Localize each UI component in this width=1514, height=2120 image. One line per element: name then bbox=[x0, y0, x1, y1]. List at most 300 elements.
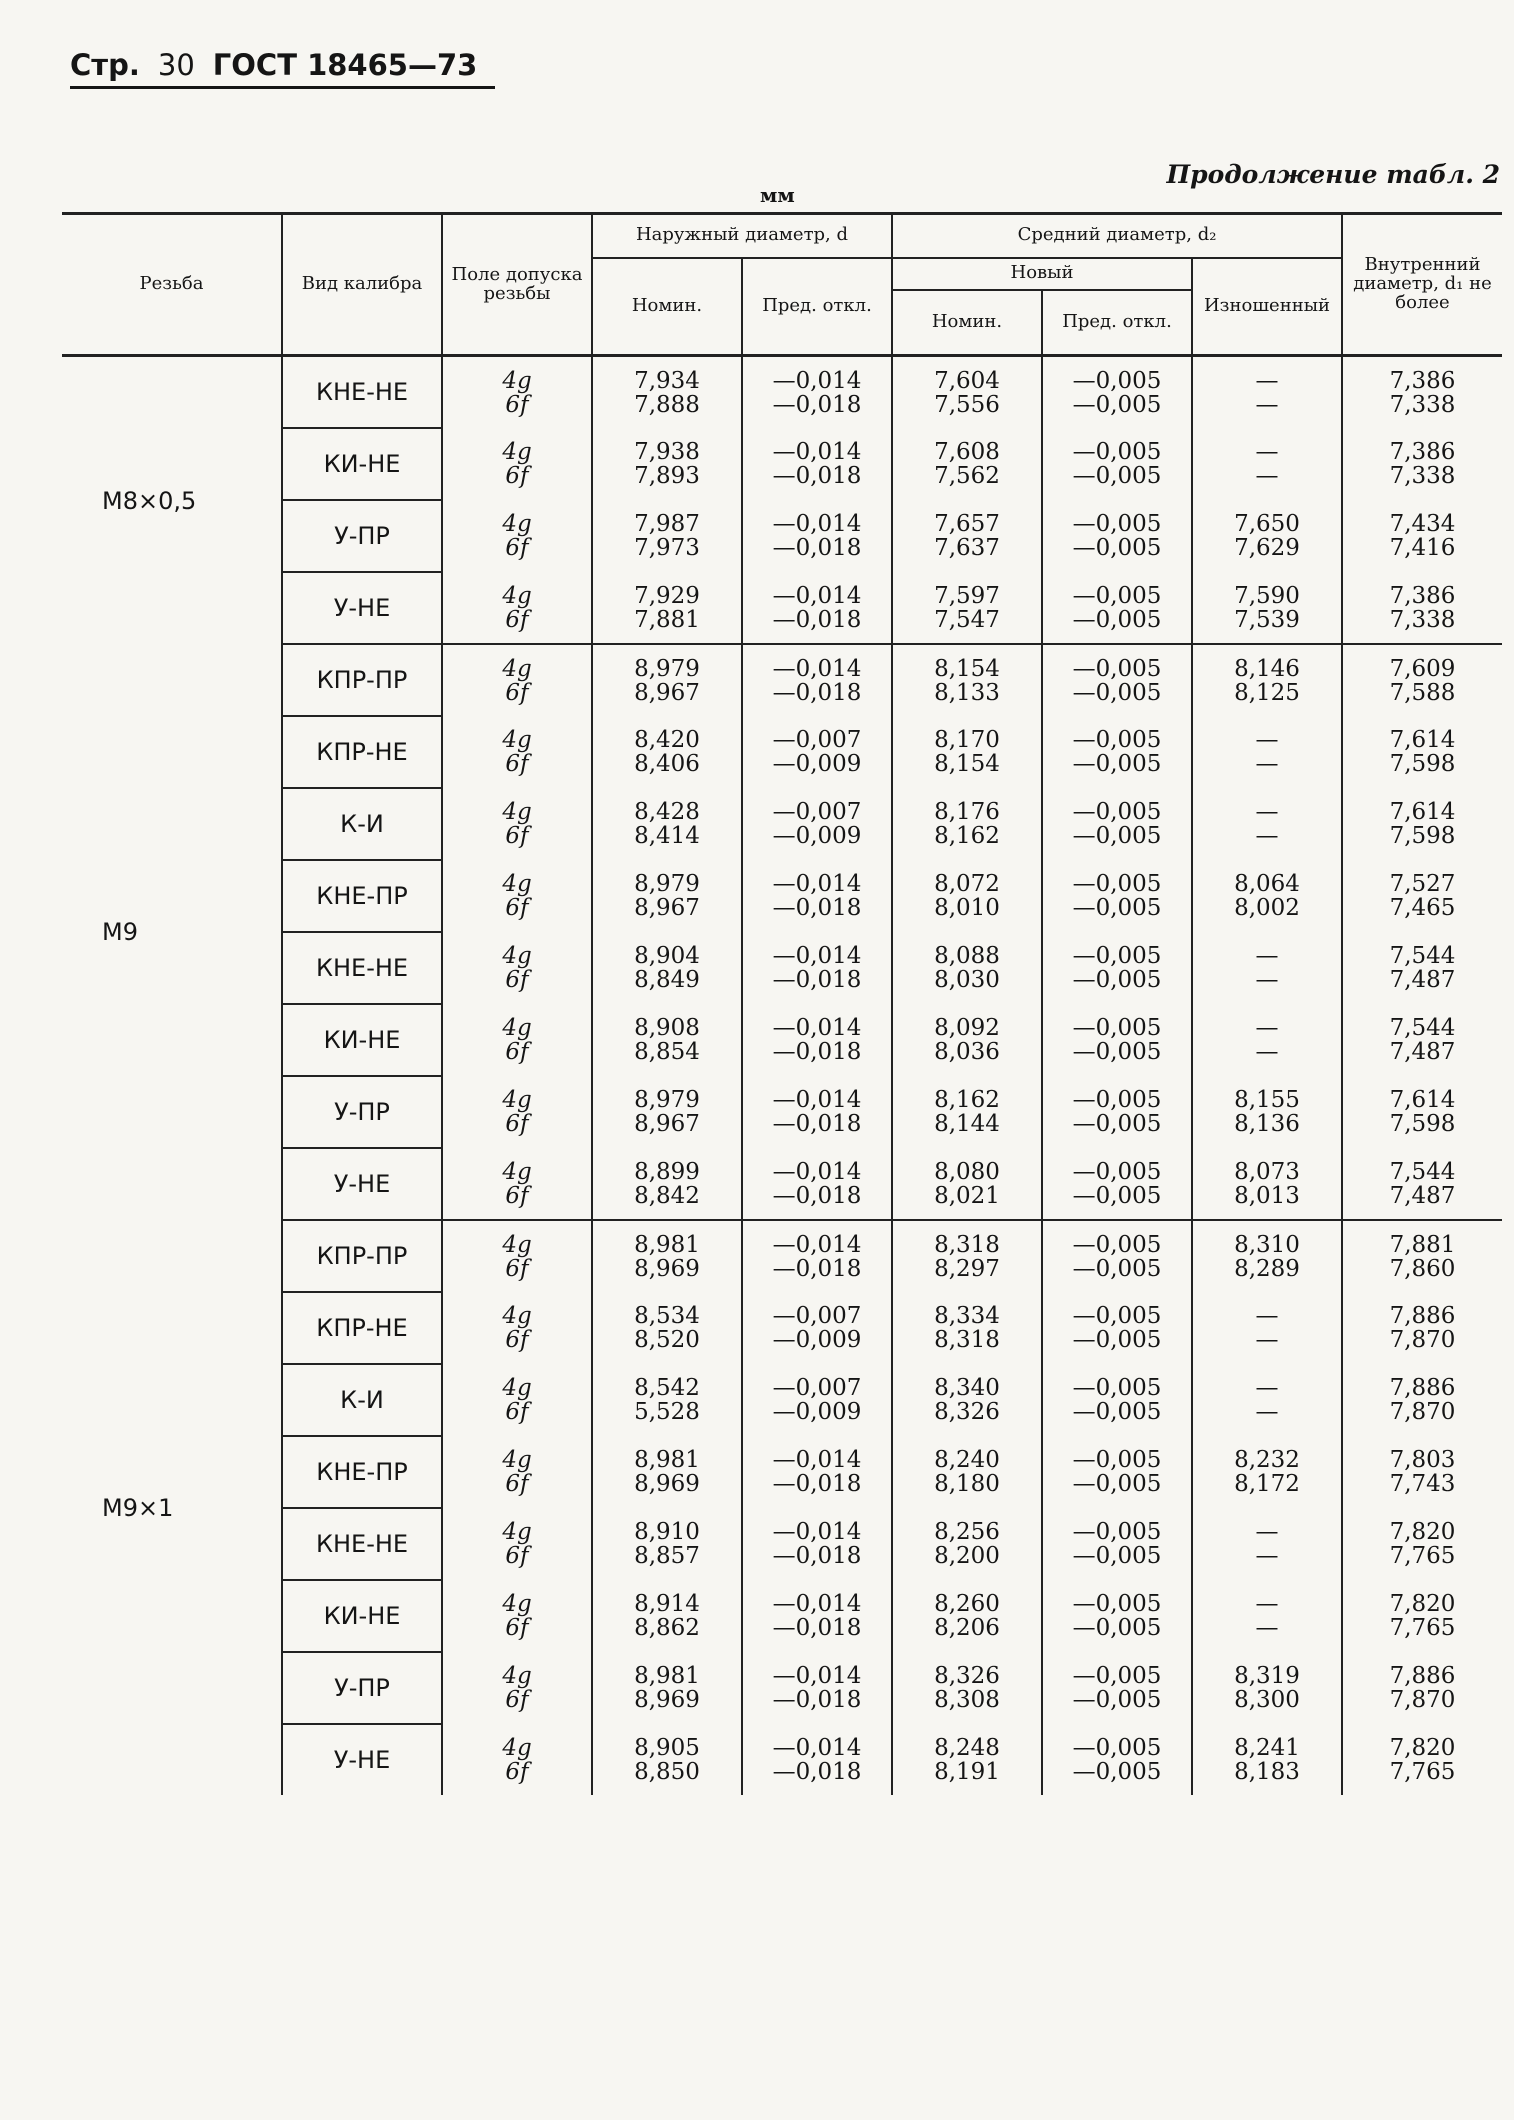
pitch-worn-value: — bbox=[1255, 967, 1279, 993]
tolerance-field-value: 4g bbox=[502, 582, 532, 609]
outer-deviation-value: —0,018 bbox=[772, 967, 862, 993]
outer-nominal bbox=[592, 1436, 742, 1508]
outer-nominal bbox=[592, 500, 742, 572]
thread-size: М9×1 bbox=[102, 1493, 174, 1522]
pitch-deviation bbox=[1042, 788, 1192, 860]
pitch-deviation-value: —0,005 bbox=[1072, 1399, 1162, 1425]
inner-diameter-value: 7,820 bbox=[1389, 1734, 1456, 1761]
inner-diameter bbox=[1342, 1436, 1502, 1508]
pitch-deviation-value: —0,005 bbox=[1072, 1087, 1162, 1113]
pitch-worn-value: 8,146 bbox=[1234, 655, 1300, 682]
outer-deviation-value: —0,014 bbox=[772, 1519, 862, 1545]
inner-diameter bbox=[1342, 356, 1502, 429]
pitch-worn-value: — bbox=[1255, 1615, 1279, 1641]
outer-deviation bbox=[742, 1436, 892, 1508]
col-pitch-diameter: Средний диаметр, d₂ bbox=[892, 214, 1342, 258]
pitch-worn-value: 8,300 bbox=[1234, 1687, 1300, 1713]
pitch-nominal-value: 7,657 bbox=[934, 511, 1000, 537]
pitch-nominal bbox=[892, 1580, 1042, 1652]
tolerance-field bbox=[442, 644, 592, 716]
pitch-nominal bbox=[892, 1076, 1042, 1148]
col-pitch-new: Новый bbox=[892, 258, 1192, 290]
pitch-deviation-value: —0,005 bbox=[1072, 1231, 1162, 1258]
inner-diameter-value: 7,598 bbox=[1389, 823, 1456, 849]
pitch-deviation bbox=[1042, 500, 1192, 572]
col-pitch-worn: Изношенный bbox=[1192, 258, 1342, 356]
pitch-worn-value: 8,241 bbox=[1234, 1734, 1300, 1761]
pitch-nominal-value: 7,597 bbox=[934, 582, 1000, 609]
inner-diameter-value: 7,598 bbox=[1389, 751, 1456, 777]
pitch-nominal-value: 7,556 bbox=[934, 391, 1000, 418]
tolerance-field-value: 4g bbox=[502, 439, 532, 465]
outer-nominal-value: 8,981 bbox=[634, 1663, 700, 1689]
inner-diameter-value: 7,765 bbox=[1389, 1543, 1456, 1569]
pitch-worn-value: 7,539 bbox=[1234, 606, 1300, 633]
pitch-nominal-value: 8,092 bbox=[934, 1015, 1000, 1041]
outer-nominal-value: 8,981 bbox=[634, 1231, 700, 1258]
gauge-type: У-ПР bbox=[282, 500, 442, 572]
outer-nominal-value: 8,910 bbox=[634, 1519, 700, 1545]
pitch-worn-value: 8,310 bbox=[1234, 1231, 1300, 1258]
pitch-nominal bbox=[892, 1220, 1042, 1292]
outer-nominal bbox=[592, 356, 742, 429]
pitch-deviation-value: —0,005 bbox=[1072, 751, 1162, 777]
pitch-worn-value: — bbox=[1255, 727, 1279, 753]
table-continuation: Продолжение табл. 2 bbox=[1166, 160, 1500, 189]
outer-deviation-value: —0,018 bbox=[772, 1255, 862, 1282]
pitch-worn bbox=[1192, 356, 1342, 429]
pitch-deviation bbox=[1042, 1508, 1192, 1580]
table-row bbox=[62, 644, 1502, 716]
outer-nominal-value: 8,849 bbox=[634, 967, 700, 993]
pitch-worn-value: 8,136 bbox=[1234, 1111, 1300, 1137]
pitch-nominal bbox=[892, 788, 1042, 860]
pitch-worn-value: — bbox=[1255, 463, 1279, 489]
outer-nominal bbox=[592, 1580, 742, 1652]
pitch-worn-value: 7,590 bbox=[1234, 582, 1300, 609]
page-number: 30 bbox=[157, 48, 195, 82]
standard-number: ГОСТ 18465—73 bbox=[212, 48, 478, 82]
inner-diameter-value: 7,386 bbox=[1389, 582, 1456, 609]
tolerance-field-value: 6f bbox=[505, 1471, 529, 1497]
outer-deviation-value: —0,014 bbox=[772, 1663, 862, 1689]
pitch-worn bbox=[1192, 1364, 1342, 1436]
tolerance-field-value: 4g bbox=[502, 1303, 532, 1329]
tolerance-field-value: 4g bbox=[502, 1591, 532, 1617]
tolerance-field-value: 6f bbox=[505, 967, 529, 993]
pitch-worn-value: — bbox=[1255, 1327, 1279, 1353]
inner-diameter-value: 7,614 bbox=[1389, 727, 1456, 753]
outer-deviation-value: —0,018 bbox=[772, 1543, 862, 1569]
outer-deviation bbox=[742, 644, 892, 716]
outer-nominal-value: 7,893 bbox=[634, 463, 700, 489]
outer-deviation-value: —0,014 bbox=[772, 871, 862, 897]
outer-nominal-value: 8,967 bbox=[634, 679, 700, 706]
tolerance-field bbox=[442, 1148, 592, 1220]
tolerance-field-value: 4g bbox=[502, 367, 532, 394]
outer-deviation bbox=[742, 500, 892, 572]
pitch-nominal-value: 8,154 bbox=[934, 751, 1000, 777]
outer-deviation-value: —0,014 bbox=[772, 1087, 862, 1113]
outer-nominal bbox=[592, 572, 742, 644]
outer-deviation bbox=[742, 932, 892, 1004]
outer-nominal-value: 8,534 bbox=[634, 1303, 700, 1329]
outer-nominal-value: 8,904 bbox=[634, 943, 700, 969]
col-thread: Резьба bbox=[62, 214, 282, 356]
pitch-deviation-value: —0,005 bbox=[1072, 1519, 1162, 1545]
tolerance-field-value: 4g bbox=[502, 799, 532, 825]
pitch-nominal-value: 7,547 bbox=[934, 606, 1000, 633]
tolerance-field-value: 6f bbox=[505, 463, 529, 489]
tolerance-field-value: 6f bbox=[505, 1111, 529, 1137]
outer-nominal-value: 7,881 bbox=[634, 606, 700, 633]
inner-diameter bbox=[1342, 428, 1502, 500]
inner-diameter-value: 7,434 bbox=[1389, 511, 1456, 537]
outer-deviation-value: —0,009 bbox=[772, 751, 862, 777]
pitch-deviation-value: —0,005 bbox=[1072, 1687, 1162, 1713]
pitch-nominal bbox=[892, 572, 1042, 644]
pitch-worn-value: — bbox=[1255, 1591, 1279, 1617]
pitch-worn bbox=[1192, 932, 1342, 1004]
outer-nominal-value: 8,854 bbox=[634, 1039, 700, 1065]
inner-diameter-value: 7,614 bbox=[1389, 799, 1456, 825]
tolerance-field-value: 6f bbox=[505, 1543, 529, 1569]
outer-deviation bbox=[742, 1652, 892, 1724]
pitch-worn-value: 8,155 bbox=[1234, 1087, 1300, 1113]
inner-diameter-value: 7,544 bbox=[1389, 943, 1456, 969]
tolerance-field-value: 4g bbox=[502, 1734, 532, 1761]
pitch-nominal bbox=[892, 1508, 1042, 1580]
inner-diameter bbox=[1342, 1220, 1502, 1292]
pitch-deviation-value: —0,005 bbox=[1072, 1591, 1162, 1617]
inner-diameter-value: 7,544 bbox=[1389, 1015, 1456, 1041]
gauge-type: У-НЕ bbox=[282, 1148, 442, 1220]
gauge-type: К-И bbox=[282, 1364, 442, 1436]
outer-deviation-value: —0,014 bbox=[772, 1734, 862, 1761]
outer-nominal-value: 8,908 bbox=[634, 1015, 700, 1041]
tolerance-field bbox=[442, 788, 592, 860]
outer-deviation-value: —0,014 bbox=[772, 655, 862, 682]
tolerance-field bbox=[442, 1004, 592, 1076]
outer-deviation bbox=[742, 1580, 892, 1652]
inner-diameter bbox=[1342, 1076, 1502, 1148]
pitch-nominal-value: 8,206 bbox=[934, 1615, 1000, 1641]
outer-deviation-value: —0,018 bbox=[772, 895, 862, 921]
pitch-deviation-value: —0,005 bbox=[1072, 439, 1162, 465]
pitch-nominal-value: 8,200 bbox=[934, 1543, 1000, 1569]
thread-size: М8×0,5 bbox=[102, 486, 197, 515]
gauge-table bbox=[62, 212, 1502, 1795]
col-outer-diameter: Наружный диаметр, d bbox=[592, 214, 892, 258]
col-pitch-nominal: Номин. bbox=[892, 290, 1042, 356]
gauge-type: КПР-НЕ bbox=[282, 716, 442, 788]
tolerance-field-value: 4g bbox=[502, 511, 532, 537]
outer-nominal-value: 8,542 bbox=[634, 1375, 700, 1401]
pitch-worn bbox=[1192, 1076, 1342, 1148]
pitch-deviation-value: —0,005 bbox=[1072, 1158, 1162, 1185]
tolerance-field bbox=[442, 1724, 592, 1795]
outer-deviation-value: —0,014 bbox=[772, 1231, 862, 1258]
tolerance-field bbox=[442, 1364, 592, 1436]
pitch-deviation-value: —0,005 bbox=[1072, 727, 1162, 753]
outer-deviation-value: —0,018 bbox=[772, 535, 862, 561]
col-outer-nominal: Номин. bbox=[592, 258, 742, 356]
outer-nominal-value: 5,528 bbox=[634, 1399, 700, 1425]
pitch-deviation-value: —0,005 bbox=[1072, 871, 1162, 897]
pitch-nominal bbox=[892, 716, 1042, 788]
outer-nominal bbox=[592, 1652, 742, 1724]
pitch-deviation bbox=[1042, 1004, 1192, 1076]
inner-diameter-value: 7,803 bbox=[1389, 1447, 1456, 1473]
tolerance-field bbox=[442, 572, 592, 644]
outer-nominal-value: 8,905 bbox=[634, 1734, 700, 1761]
pitch-deviation bbox=[1042, 644, 1192, 716]
pitch-worn bbox=[1192, 1148, 1342, 1220]
pitch-worn bbox=[1192, 1436, 1342, 1508]
outer-nominal-value: 7,987 bbox=[634, 511, 700, 537]
inner-diameter-value: 7,588 bbox=[1389, 679, 1456, 706]
tolerance-field bbox=[442, 932, 592, 1004]
outer-nominal bbox=[592, 932, 742, 1004]
outer-deviation-value: —0,009 bbox=[772, 823, 862, 849]
pitch-nominal bbox=[892, 356, 1042, 429]
outer-deviation-value: —0,014 bbox=[772, 1015, 862, 1041]
inner-diameter-value: 7,487 bbox=[1389, 967, 1456, 993]
pitch-worn-value: — bbox=[1255, 367, 1279, 394]
outer-nominal-value: 8,969 bbox=[634, 1255, 700, 1282]
pitch-deviation bbox=[1042, 860, 1192, 932]
pitch-nominal bbox=[892, 1004, 1042, 1076]
outer-deviation-value: —0,014 bbox=[772, 367, 862, 394]
tolerance-field-value: 6f bbox=[505, 895, 529, 921]
pitch-worn bbox=[1192, 1580, 1342, 1652]
table-body bbox=[62, 356, 1502, 1796]
pitch-worn-value: 8,073 bbox=[1234, 1158, 1300, 1185]
outer-nominal bbox=[592, 1292, 742, 1364]
pitch-nominal bbox=[892, 1292, 1042, 1364]
outer-nominal-value: 8,857 bbox=[634, 1543, 700, 1569]
pitch-deviation-value: —0,005 bbox=[1072, 895, 1162, 921]
gauge-type: КПР-ПР bbox=[282, 1220, 442, 1292]
pitch-worn-value: 8,172 bbox=[1234, 1471, 1300, 1497]
pitch-deviation-value: —0,005 bbox=[1072, 511, 1162, 537]
inner-diameter-value: 7,870 bbox=[1389, 1399, 1456, 1425]
gauge-type: КНЕ-ПР bbox=[282, 860, 442, 932]
inner-diameter bbox=[1342, 500, 1502, 572]
pitch-worn bbox=[1192, 716, 1342, 788]
pitch-worn-value: 8,125 bbox=[1234, 679, 1300, 706]
inner-diameter-value: 7,386 bbox=[1389, 367, 1456, 394]
pitch-worn-value: 8,183 bbox=[1234, 1758, 1300, 1785]
tolerance-field-value: 6f bbox=[505, 1615, 529, 1641]
outer-nominal bbox=[592, 1724, 742, 1795]
tolerance-field-value: 6f bbox=[505, 1255, 529, 1282]
inner-diameter-value: 7,870 bbox=[1389, 1327, 1456, 1353]
tolerance-field-value: 4g bbox=[502, 1158, 532, 1185]
outer-deviation-value: —0,018 bbox=[772, 463, 862, 489]
pitch-worn bbox=[1192, 500, 1342, 572]
pitch-deviation-value: —0,005 bbox=[1072, 1758, 1162, 1785]
outer-deviation bbox=[742, 1076, 892, 1148]
outer-nominal-value: 7,929 bbox=[634, 582, 700, 609]
pitch-worn-value: — bbox=[1255, 439, 1279, 465]
inner-diameter-value: 7,743 bbox=[1389, 1471, 1456, 1497]
outer-deviation-value: —0,007 bbox=[772, 727, 862, 753]
outer-deviation bbox=[742, 860, 892, 932]
outer-nominal-value: 8,914 bbox=[634, 1591, 700, 1617]
tolerance-field-value: 6f bbox=[505, 1758, 529, 1785]
outer-nominal-value: 8,414 bbox=[634, 823, 700, 849]
col-inner-diameter: Внутренний диаметр, d₁ не более bbox=[1342, 214, 1502, 356]
outer-deviation-value: —0,007 bbox=[772, 799, 862, 825]
pitch-nominal bbox=[892, 500, 1042, 572]
outer-deviation bbox=[742, 788, 892, 860]
outer-deviation-value: —0,018 bbox=[772, 1111, 862, 1137]
outer-nominal bbox=[592, 1004, 742, 1076]
pitch-nominal bbox=[892, 1724, 1042, 1795]
inner-diameter-value: 7,886 bbox=[1389, 1375, 1456, 1401]
pitch-nominal bbox=[892, 428, 1042, 500]
pitch-nominal-value: 8,326 bbox=[934, 1663, 1000, 1689]
outer-deviation-value: —0,014 bbox=[772, 582, 862, 609]
pitch-nominal-value: 8,191 bbox=[934, 1758, 1000, 1785]
pitch-deviation-value: —0,005 bbox=[1072, 1039, 1162, 1065]
pitch-nominal bbox=[892, 1436, 1042, 1508]
pitch-nominal-value: 7,562 bbox=[934, 463, 1000, 489]
tolerance-field-value: 4g bbox=[502, 1663, 532, 1689]
pitch-deviation-value: —0,005 bbox=[1072, 823, 1162, 849]
tolerance-field bbox=[442, 1652, 592, 1724]
outer-nominal-value: 8,979 bbox=[634, 1087, 700, 1113]
gauge-type: КИ-НЕ bbox=[282, 428, 442, 500]
outer-nominal bbox=[592, 788, 742, 860]
pitch-deviation-value: —0,005 bbox=[1072, 1447, 1162, 1473]
pitch-nominal-value: 8,240 bbox=[934, 1447, 1000, 1473]
pitch-nominal-value: 8,318 bbox=[934, 1327, 1000, 1353]
gauge-type: У-НЕ bbox=[282, 572, 442, 644]
outer-deviation bbox=[742, 572, 892, 644]
outer-nominal-value: 7,888 bbox=[634, 391, 700, 418]
tolerance-field-value: 6f bbox=[505, 535, 529, 561]
outer-nominal-value: 7,934 bbox=[634, 367, 700, 394]
tolerance-field-value: 4g bbox=[502, 1375, 532, 1401]
pitch-nominal-value: 8,036 bbox=[934, 1039, 1000, 1065]
inner-diameter-value: 7,465 bbox=[1389, 895, 1456, 921]
inner-diameter bbox=[1342, 932, 1502, 1004]
pitch-worn-value: — bbox=[1255, 1399, 1279, 1425]
tolerance-field bbox=[442, 1220, 592, 1292]
pitch-deviation-value: —0,005 bbox=[1072, 1015, 1162, 1041]
pitch-deviation-value: —0,005 bbox=[1072, 1663, 1162, 1689]
pitch-deviation-value: —0,005 bbox=[1072, 1111, 1162, 1137]
pitch-nominal-value: 8,170 bbox=[934, 727, 1000, 753]
outer-nominal bbox=[592, 1076, 742, 1148]
pitch-nominal-value: 8,176 bbox=[934, 799, 1000, 825]
pitch-worn bbox=[1192, 1220, 1342, 1292]
tolerance-field-value: 4g bbox=[502, 943, 532, 969]
inner-diameter-value: 7,886 bbox=[1389, 1303, 1456, 1329]
tolerance-field-value: 4g bbox=[502, 1519, 532, 1545]
pitch-deviation bbox=[1042, 1148, 1192, 1220]
pitch-worn bbox=[1192, 860, 1342, 932]
gauge-type: КНЕ-ПР bbox=[282, 1436, 442, 1508]
pitch-deviation-value: —0,005 bbox=[1072, 799, 1162, 825]
pitch-nominal bbox=[892, 860, 1042, 932]
outer-deviation-value: —0,007 bbox=[772, 1303, 862, 1329]
pitch-nominal-value: 8,144 bbox=[934, 1111, 1000, 1137]
outer-deviation bbox=[742, 1724, 892, 1795]
pitch-deviation bbox=[1042, 572, 1192, 644]
inner-diameter-value: 7,416 bbox=[1389, 535, 1456, 561]
gauge-type: КНЕ-НЕ bbox=[282, 356, 442, 429]
pitch-deviation-value: —0,005 bbox=[1072, 1182, 1162, 1209]
tolerance-field-value: 4g bbox=[502, 655, 532, 682]
outer-deviation bbox=[742, 1004, 892, 1076]
pitch-nominal-value: 8,260 bbox=[934, 1591, 1000, 1617]
inner-diameter-value: 7,614 bbox=[1389, 1087, 1456, 1113]
col-outer-deviation: Пред. откл. bbox=[742, 258, 892, 356]
inner-diameter bbox=[1342, 1292, 1502, 1364]
outer-nominal bbox=[592, 1148, 742, 1220]
inner-diameter bbox=[1342, 644, 1502, 716]
outer-deviation bbox=[742, 1364, 892, 1436]
inner-diameter bbox=[1342, 1148, 1502, 1220]
outer-nominal-value: 8,520 bbox=[634, 1327, 700, 1353]
tolerance-field bbox=[442, 1076, 592, 1148]
outer-deviation-value: —0,009 bbox=[772, 1327, 862, 1353]
pitch-worn bbox=[1192, 788, 1342, 860]
inner-diameter-value: 7,527 bbox=[1389, 871, 1456, 897]
pitch-worn bbox=[1192, 1724, 1342, 1795]
outer-nominal-value: 8,862 bbox=[634, 1615, 700, 1641]
pitch-nominal-value: 8,010 bbox=[934, 895, 1000, 921]
tolerance-field-value: 6f bbox=[505, 751, 529, 777]
pitch-nominal-value: 8,133 bbox=[934, 679, 1000, 706]
pitch-deviation bbox=[1042, 428, 1192, 500]
gauge-type: КИ-НЕ bbox=[282, 1580, 442, 1652]
pitch-worn bbox=[1192, 1292, 1342, 1364]
pitch-worn bbox=[1192, 572, 1342, 644]
gauge-type: КИ-НЕ bbox=[282, 1004, 442, 1076]
pitch-nominal-value: 7,608 bbox=[934, 439, 1000, 465]
pitch-deviation-value: —0,005 bbox=[1072, 1303, 1162, 1329]
pitch-deviation-value: —0,005 bbox=[1072, 1615, 1162, 1641]
outer-deviation-value: —0,014 bbox=[772, 943, 862, 969]
outer-nominal-value: 8,850 bbox=[634, 1758, 700, 1785]
outer-deviation-value: —0,018 bbox=[772, 1039, 862, 1065]
tolerance-field bbox=[442, 1292, 592, 1364]
inner-diameter-value: 7,765 bbox=[1389, 1758, 1456, 1785]
pitch-nominal-value: 8,072 bbox=[934, 871, 1000, 897]
outer-deviation-value: —0,014 bbox=[772, 439, 862, 465]
pitch-deviation-value: —0,005 bbox=[1072, 1375, 1162, 1401]
outer-deviation-value: —0,018 bbox=[772, 1615, 862, 1641]
pitch-deviation bbox=[1042, 1076, 1192, 1148]
outer-deviation-value: —0,018 bbox=[772, 679, 862, 706]
gauge-type: КПР-ПР bbox=[282, 644, 442, 716]
tolerance-field bbox=[442, 716, 592, 788]
tolerance-field-value: 4g bbox=[502, 727, 532, 753]
outer-nominal-value: 8,842 bbox=[634, 1182, 700, 1209]
pitch-worn-value: 8,013 bbox=[1234, 1182, 1300, 1209]
outer-deviation bbox=[742, 1220, 892, 1292]
inner-diameter bbox=[1342, 1652, 1502, 1724]
pitch-worn-value: — bbox=[1255, 1039, 1279, 1065]
gauge-type: У-ПР bbox=[282, 1652, 442, 1724]
pitch-deviation-value: —0,005 bbox=[1072, 655, 1162, 682]
tolerance-field-value: 4g bbox=[502, 871, 532, 897]
pitch-deviation-value: —0,005 bbox=[1072, 967, 1162, 993]
